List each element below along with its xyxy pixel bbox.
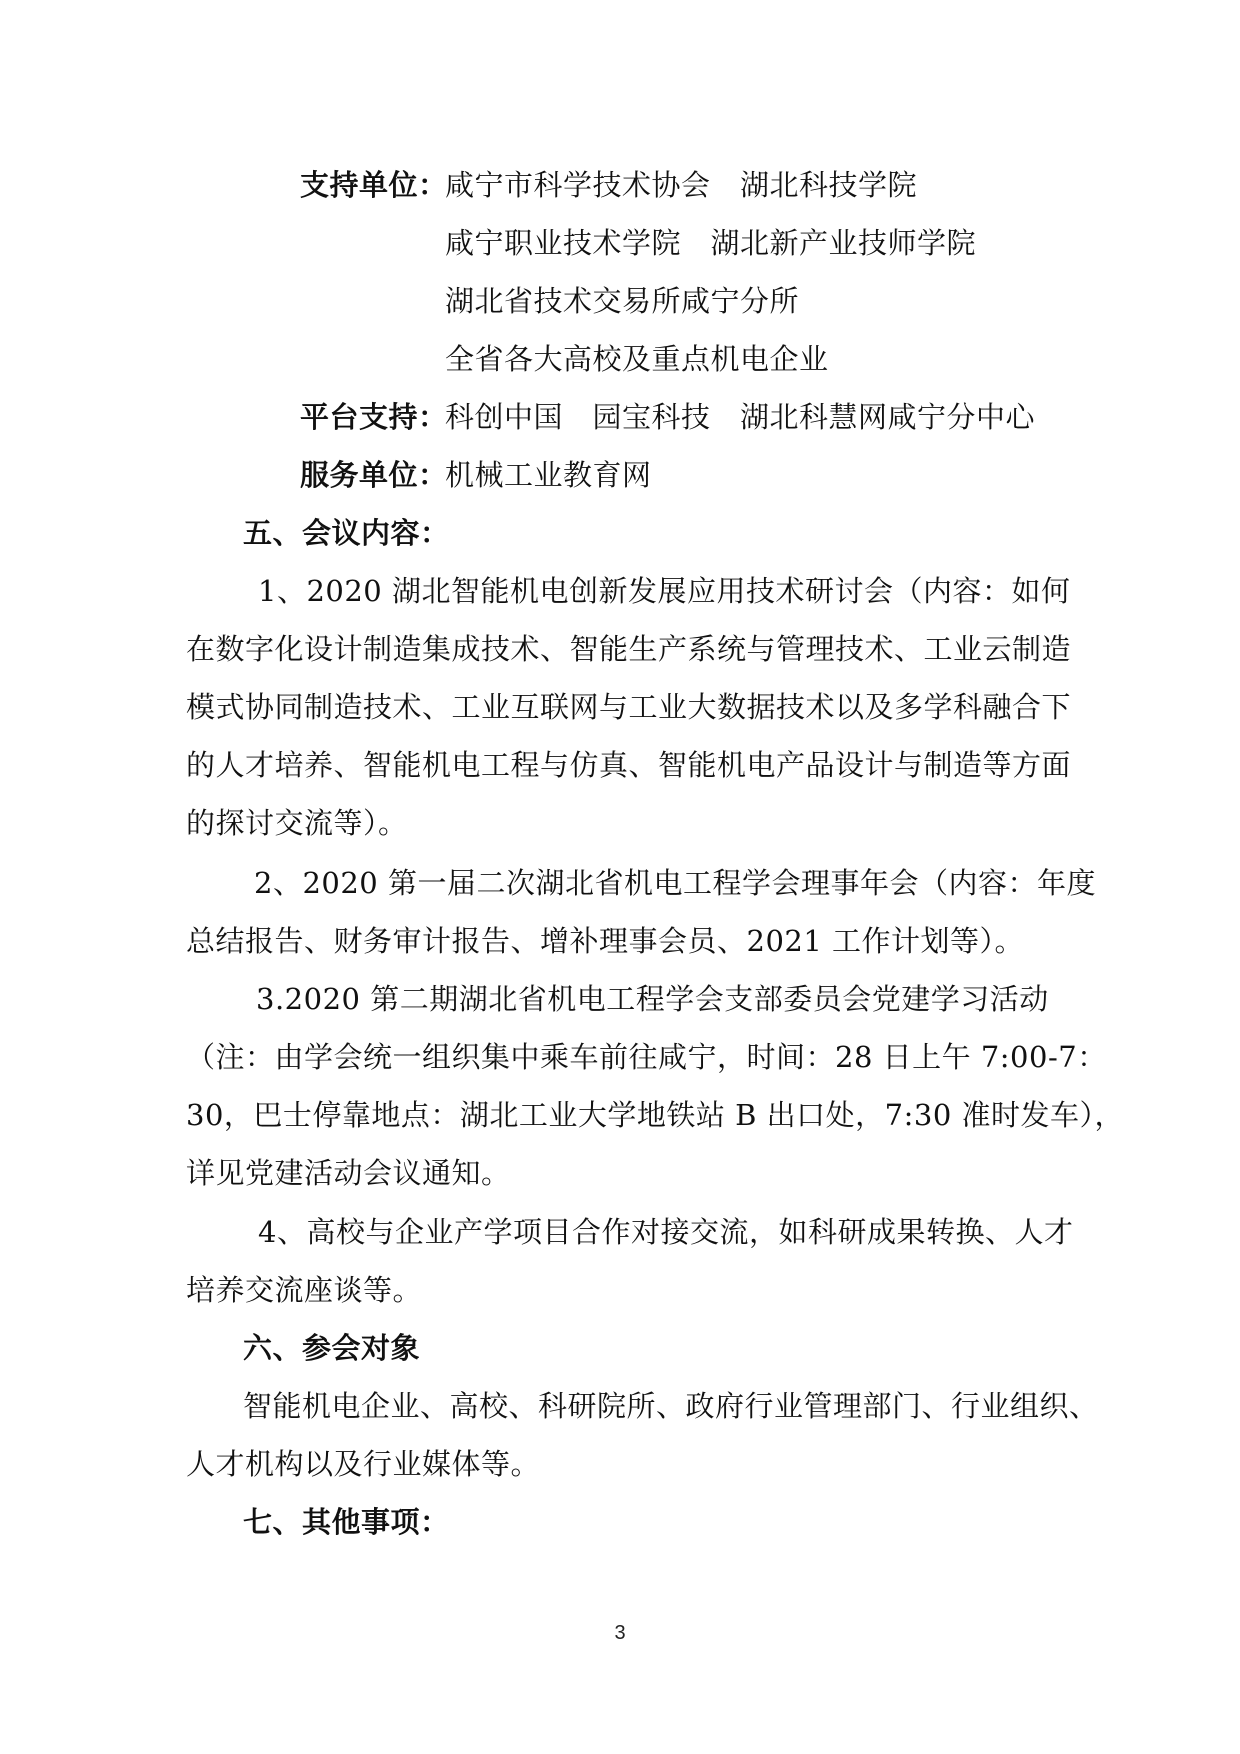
section6-line-2: 人才机构以及行业媒体等。: [186, 1447, 541, 1481]
item3-line-1: 3.2020 第二期湖北省机电工程学会支部委员会党建学习活动: [256, 982, 1049, 1016]
section6-heading: 六、参会对象: [243, 1331, 421, 1365]
item2-line-2: 总结报告、财务审计报告、增补理事会员、2021 工作计划等）。: [186, 924, 1025, 958]
support-line-2: 咸宁职业技术学院 湖北新产业技师学院: [445, 226, 977, 260]
item2-line-1: 2、2020 第一届二次湖北省机电工程学会理事年会（内容：年度: [254, 866, 1096, 900]
page-number: 3: [614, 1622, 626, 1644]
item3-line-3: 30，巴士停靠地点：湖北工业大学地铁站 B 出口处，7:30 准时发车），: [186, 1098, 1124, 1132]
support-line-1: 咸宁市科学技术协会 湖北科技学院: [445, 168, 918, 202]
service-label: 服务单位：: [300, 458, 448, 492]
section7-heading: 七、其他事项：: [243, 1505, 450, 1539]
support-line-3: 湖北省技术交易所咸宁分所: [445, 284, 800, 318]
section6-line-1: 智能机电企业、高校、科研院所、政府行业管理部门、行业组织、: [243, 1389, 1099, 1423]
item1-line-4: 的人才培养、智能机电工程与仿真、智能机电产品设计与制造等方面: [186, 748, 1072, 782]
item1-line-2: 在数字化设计制造集成技术、智能生产系统与管理技术、工业云制造: [186, 632, 1072, 666]
item4-line-2: 培养交流座谈等。: [186, 1273, 423, 1307]
service-text: 机械工业教育网: [445, 458, 652, 492]
item3-line-2: （注：由学会统一组织集中乘车前往咸宁，时间：28 日上午 7:00-7：: [186, 1040, 1107, 1074]
item1-line-5: 的探讨交流等）。: [186, 806, 408, 840]
item1-line-1: 1、2020 湖北智能机电创新发展应用技术研讨会（内容：如何: [258, 574, 1071, 608]
support-line-4: 全省各大高校及重点机电企业: [445, 342, 829, 376]
item3-line-4: 详见党建活动会议通知。: [186, 1156, 511, 1190]
section5-heading: 五、会议内容：: [243, 516, 450, 550]
platform-label: 平台支持：: [300, 400, 448, 434]
item1-line-3: 模式协同制造技术、工业互联网与工业大数据技术以及多学科融合下: [186, 690, 1072, 724]
support-label: 支持单位：: [300, 168, 448, 202]
item4-line-1: 4、高校与企业产学项目合作对接交流，如科研成果转换、人才: [258, 1215, 1074, 1249]
platform-text: 科创中国 园宝科技 湖北科慧网咸宁分中心: [445, 400, 1036, 434]
